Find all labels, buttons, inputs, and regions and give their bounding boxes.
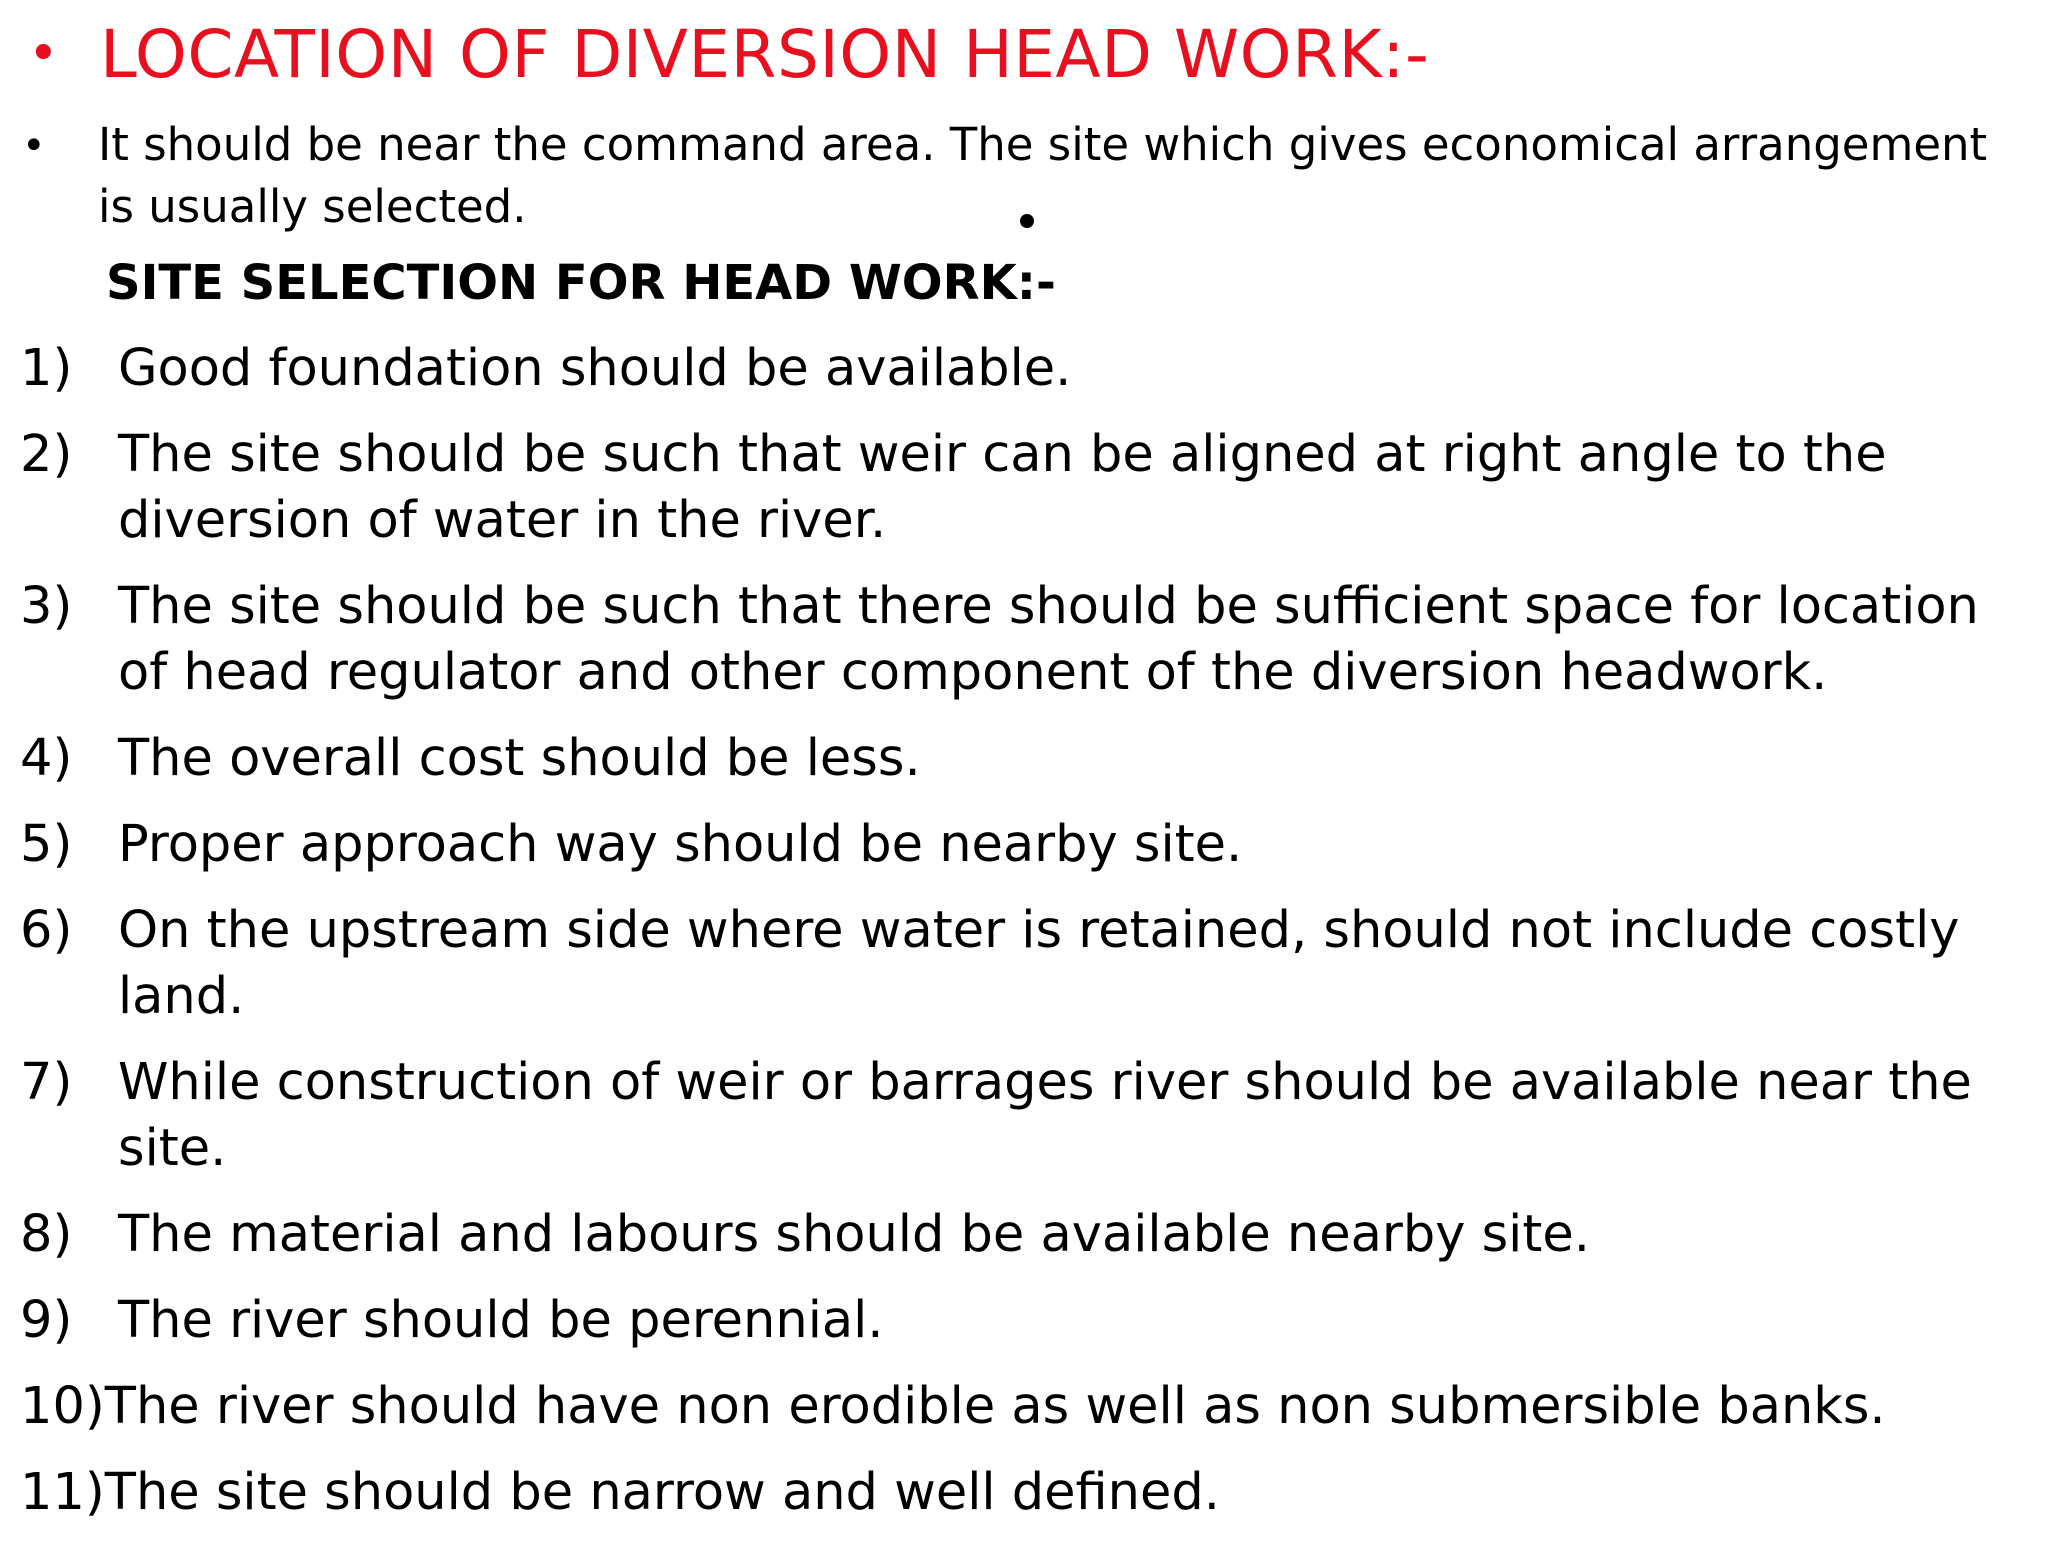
list-item-text: The material and labours should be available nearby site.: [118, 1205, 1590, 1264]
list-item-number: 9): [20, 1291, 73, 1350]
list-item-number: 3): [20, 577, 73, 636]
list-item-text: The site should be such that weir can be aligned at right angle to the diversion of water in the river.: [118, 425, 1887, 550]
list-item: [0, 1050, 2048, 1182]
list-item: [0, 726, 2048, 792]
list-item: [0, 574, 2048, 706]
list-item-text: Good foundation should be available.: [118, 339, 1072, 398]
list-item-number: 2): [20, 425, 73, 484]
list-item-text: The site should be narrow and well defined.: [104, 1463, 1220, 1522]
list-item: [0, 336, 2048, 402]
slide-title: LOCATION OF DIVERSION HEAD WORK:-: [100, 15, 1430, 93]
list-item: [0, 1288, 2048, 1354]
list-item-number: 6): [20, 901, 73, 960]
list-item-text: On the upstream side where water is retained, should not include costly land.: [118, 901, 1960, 1026]
list-item-number: 11): [20, 1463, 105, 1522]
list-item-text: The overall cost should be less.: [118, 729, 921, 788]
list-item-text: The river should be perennial.: [118, 1291, 884, 1350]
section-subheading: SITE SELECTION FOR HEAD WORK:-: [106, 255, 1056, 311]
list-item-number: 7): [20, 1053, 73, 1112]
site-selection-list: [0, 336, 2048, 1546]
list-item: [0, 1374, 2048, 1440]
list-item-text: The river should have non erodible as well as non submersible banks.: [104, 1377, 1886, 1436]
list-item: [0, 812, 2048, 878]
intro-bullet-icon: •: [22, 123, 46, 169]
stray-dot-icon: [1020, 214, 1034, 228]
list-item: [0, 422, 2048, 554]
list-item-number: 1): [20, 339, 73, 398]
list-item: [0, 1460, 2048, 1526]
list-item-text: The site should be such that there should be sufficient space for location of head regulator and other component of the diversion headwork.: [118, 577, 1979, 702]
list-item-number: 5): [20, 815, 73, 874]
title-row: [28, 4, 1429, 104]
list-item: [0, 898, 2048, 1030]
list-item-number: 10): [20, 1377, 105, 1436]
list-item-text: While construction of weir or barrages river should be available near the site.: [118, 1053, 1972, 1178]
list-item: [0, 1202, 2048, 1268]
list-item-number: 8): [20, 1205, 73, 1264]
list-item-text: Proper approach way should be nearby site.: [118, 815, 1243, 874]
title-bullet-icon: •: [28, 24, 59, 84]
list-item-number: 4): [20, 729, 73, 788]
intro-text: It should be near the command area. The site which gives economical arrangement is usually selected.: [98, 118, 1988, 233]
